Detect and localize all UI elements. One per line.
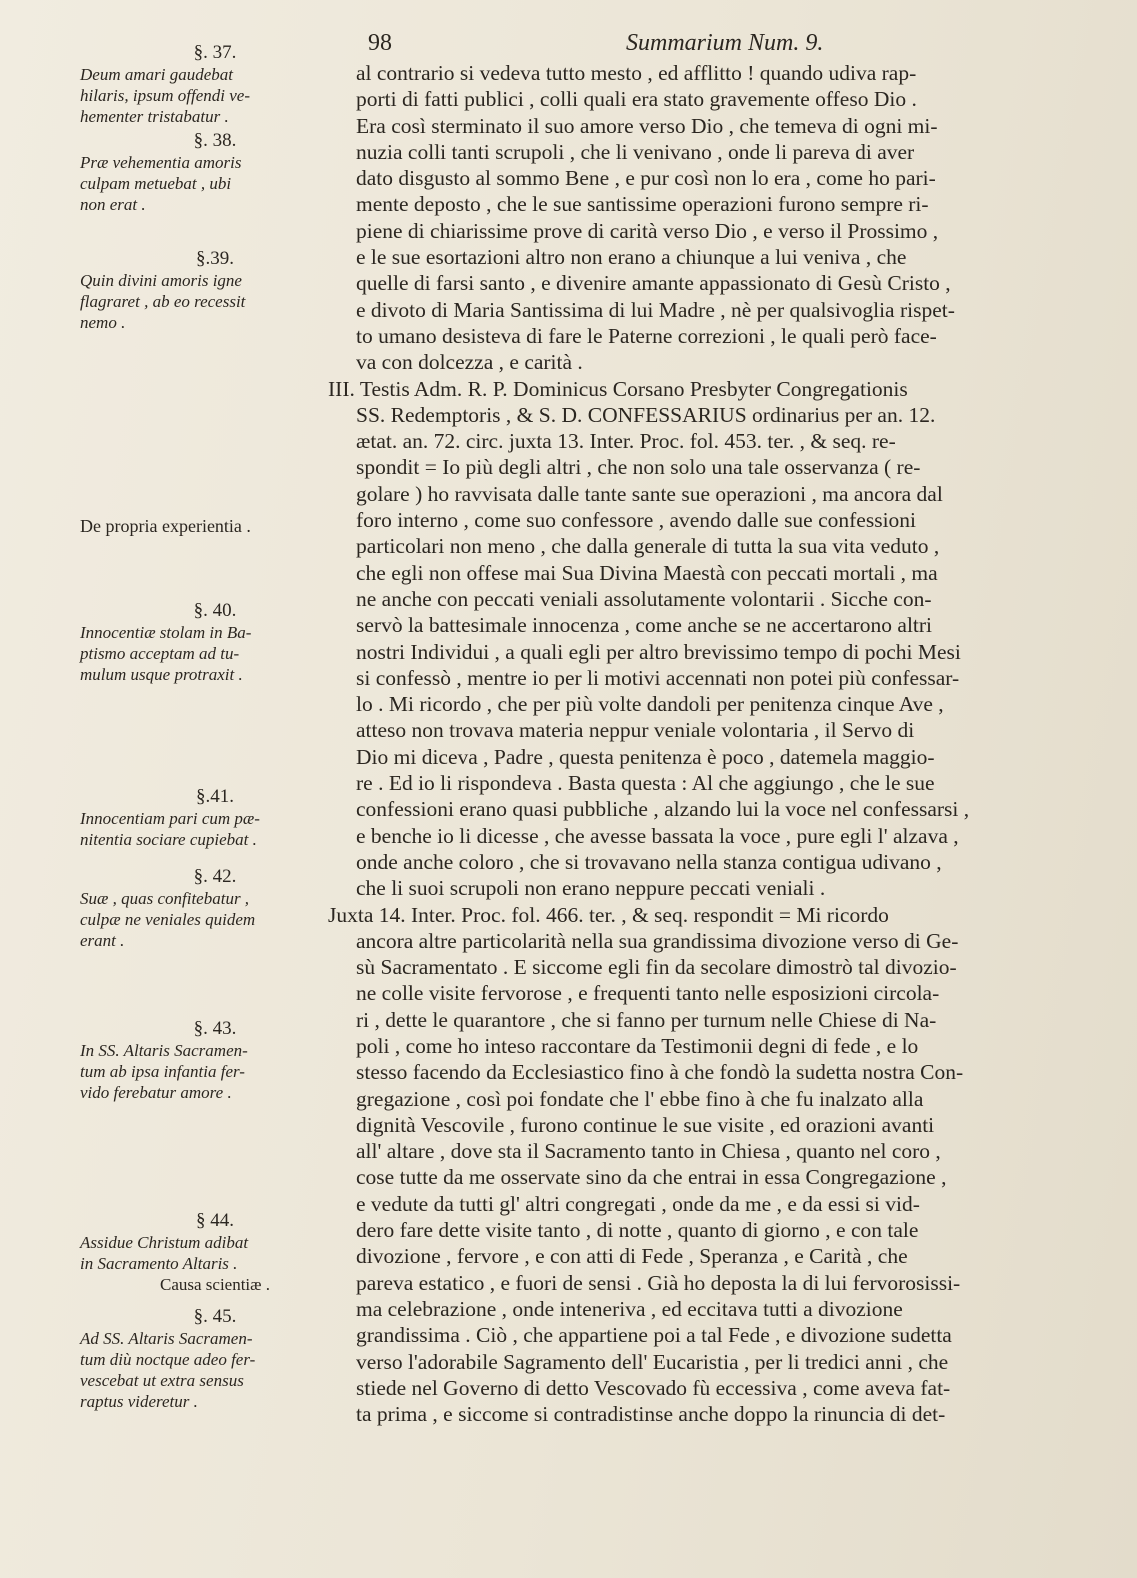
- text-line: va con dolcezza , e carità .: [356, 350, 583, 375]
- text-line: che li suoi scrupoli non erano neppure peccati veniali .: [356, 876, 826, 901]
- testis-heading: III. Testis Adm. R. P. Dominicus Corsano Presbyter Congregationis: [328, 376, 908, 401]
- text-line: verso l'adorabile Sagramento dell' Eucaristia , per li tredici anni , che: [356, 1349, 949, 1374]
- note-line: mulum usque protraxit .: [80, 665, 243, 684]
- note-line: vescebat ut extra sensus: [80, 1371, 244, 1390]
- text-line: stesso facendo da Ecclesiastico fino à che fondò la sudetta nostra Con-: [356, 1060, 964, 1085]
- text-line: dero fare dette visite tanto , di notte , quanto di giorno , e con tale: [356, 1218, 919, 1243]
- text-line: ri , dette le quarantore , che si fanno per turnum nelle Chiese di Na-: [356, 1007, 937, 1032]
- section-mark: § 44.: [196, 1210, 234, 1231]
- note-line: raptus videretur .: [80, 1392, 198, 1411]
- main-text: [328, 60, 1098, 1427]
- note-line: nitentia sociare cupiebat .: [80, 830, 257, 849]
- note-line: culpam metuebat , ubi: [80, 174, 232, 193]
- margin-note-39: [80, 248, 350, 333]
- text-line: e benche io li dicesse , che avesse bassata la voce , pure egli l' alzava ,: [356, 823, 959, 848]
- text-line: al contrario si vedeva tutto mesto , ed afflitto ! quando udiva rap-: [356, 61, 917, 85]
- section-mark: §. 45.: [193, 1306, 237, 1327]
- text-line: grandissima . Ciò , che appartiene poi a tal Fede , e divozione sudetta: [356, 1323, 952, 1348]
- text-line: foro interno , come suo confessore , avendo dalle sue confessioni: [356, 508, 917, 533]
- margin-note-40: [80, 600, 350, 685]
- note-line: erant .: [80, 931, 125, 950]
- margin-note-44: [80, 1210, 350, 1295]
- text-line: porti di fatti publici , colli quali era stato gravemente offeso Dio .: [356, 87, 917, 112]
- note-line: De propria experientia .: [80, 516, 251, 536]
- note-line: Causa scientiæ .: [159, 1275, 270, 1294]
- note-line: In SS. Altaris Sacramen-: [80, 1041, 248, 1060]
- text-line: mente deposto , che le sue santissime operazioni furono sempre ri-: [356, 192, 929, 217]
- margin-note-38: [80, 130, 350, 215]
- text-line: che egli non offese mai Sua Divina Maestà con peccati mortali , ma: [356, 560, 938, 585]
- text-line: poli , come ho inteso raccontare da Testimonii degni di fede , e lo: [356, 1033, 919, 1058]
- text-line: nostri Individui , a quali egli per altro brevissimo tempo di pochi Mesi: [356, 639, 961, 664]
- text-line: piene di chiarissime prove di carità verso Dio , e verso il Prossimo ,: [356, 218, 939, 243]
- margin-note-experience: [80, 516, 350, 537]
- text-line: gregazione , così poi fondate che l' ebbe fino à che fu inalzato alla: [356, 1086, 924, 1111]
- section-mark: §.41.: [196, 786, 234, 807]
- note-line: hementer tristabatur .: [80, 107, 229, 126]
- text-line: ætat. an. 72. circ. juxta 13. Inter. Proc. fol. 453. ter. , & seq. re-: [356, 429, 896, 454]
- text-line: SS. Redemptoris , & S. D. CONFESSARIUS ordinarius per an. 12.: [356, 402, 936, 427]
- note-line: vido ferebatur amore .: [80, 1083, 232, 1102]
- text-line: quelle di farsi santo , e divenire amante appassionato di Gesù Cristo ,: [356, 271, 951, 296]
- text-line: ne anche con peccati veniali assolutamente volontarii . Sicche con-: [356, 586, 932, 611]
- text-line: ta prima , e siccome si contradistinse anche doppo la rinuncia di det-: [356, 1402, 946, 1427]
- text-line: dato disgusto al sommo Bene , e pur così non lo era , come ho pari-: [356, 166, 936, 191]
- text-line: to umano desisteva di fare le Paterne correzioni , le quali però face-: [356, 323, 937, 348]
- text-line: all' altare , dove sta il Sacramento tanto in Chiesa , quanto nel coro ,: [356, 1139, 941, 1164]
- text-line: servò la battesimale innocenza , come anche se ne accertarono altri: [356, 613, 933, 638]
- section-mark: §. 43.: [193, 1018, 237, 1039]
- text-line: confessioni erano quasi pubbliche , alzando lui la voce nel confessarsi ,: [356, 797, 970, 822]
- page-header: [368, 30, 1088, 62]
- note-line: nemo .: [80, 313, 126, 332]
- text-line: e vedute da tutti gl' altri congregati , onde da me , e da essi si vid-: [356, 1191, 920, 1216]
- note-line: Ad SS. Altaris Sacramen-: [80, 1329, 253, 1348]
- page-number: 98: [368, 30, 392, 56]
- text-line: divozione , fervore , e con atti di Fede , Speranza , e Carità , che: [356, 1244, 908, 1269]
- note-line: in Sacramento Altaris .: [80, 1254, 238, 1273]
- margin-note-42: [80, 866, 350, 951]
- note-line: non erat .: [80, 195, 146, 214]
- note-line: hilaris, ipsum offendi ve-: [80, 86, 250, 105]
- text-line: atteso non trovava materia neppur veniale volontaria , il Servo di: [356, 718, 915, 743]
- section-mark: §. 37.: [193, 42, 237, 63]
- margin-note-45: [80, 1306, 350, 1412]
- text-line: e divoto di Maria Santissima di lui Madre , nè per qualsivoglia rispet-: [356, 297, 955, 322]
- note-line: Quin divini amoris igne: [80, 271, 242, 290]
- text-line: cose tutte da me osservate sino da che entrai in essa Congregazione ,: [356, 1165, 947, 1190]
- text-line: dignità Vescovile , furono continue le sue visite , ed orazioni avanti: [356, 1112, 935, 1137]
- note-line: Suæ , quas confitebatur ,: [80, 889, 250, 908]
- text-line: nuzia colli tanti scrupoli , che li venivano , onde li pareva di aver: [356, 139, 915, 164]
- note-line: Innocentiam pari cum pæ-: [80, 809, 260, 828]
- running-title: Summarium Num. 9.: [626, 30, 824, 56]
- note-line: ptismo acceptam ad tu-: [80, 644, 240, 663]
- note-line: Assidue Christum adibat: [80, 1233, 249, 1252]
- text-line: stiede nel Governo di detto Vescovado fù eccessiva , come aveva fat-: [356, 1375, 951, 1400]
- section-mark: §. 38.: [193, 130, 237, 151]
- text-line: spondit = Io più degli altri , che non solo una tale osservanza ( re-: [356, 455, 921, 480]
- margin-note-41: [80, 786, 350, 850]
- margin-note-43: [80, 1018, 350, 1103]
- note-line: Innocentiæ stolam in Ba-: [80, 623, 252, 642]
- note-line: tum ab ipsa infantia fer-: [80, 1062, 245, 1081]
- note-line: flagraret , ab eo recessit: [80, 292, 246, 311]
- note-line: Præ vehementia amoris: [80, 153, 242, 172]
- text-line: si confessò , mentre io per li motivi accennati non potei più confessar-: [356, 665, 960, 690]
- text-line: ma celebrazione , onde inteneriva , ed eccitava tutti a divozione: [356, 1296, 903, 1321]
- text-line: re . Ed io li rispondeva . Basta questa : Al che aggiungo , che le sue: [356, 771, 935, 796]
- text-line: pareva estatico , e fuori de sensi . Già ho deposta la di lui fervorosissi-: [356, 1270, 961, 1295]
- text-line: particolari non meno , che dalla generale di tutta la sua vita veduto ,: [356, 534, 940, 559]
- text-line: Dio mi diceva , Padre , questa penitenza è poco , datemela maggio-: [356, 744, 935, 769]
- margin-note-37: [80, 42, 350, 127]
- text-line: e le sue esortazioni altro non erano a chiunque a lui veniva , che: [356, 245, 907, 270]
- text-line: Era così sterminato il suo amore verso Dio , che temeva di ogni mi-: [356, 113, 938, 138]
- text-line: sù Sacramentato . E siccome egli fin da secolare dimostrò tal divozio-: [356, 955, 957, 980]
- section-mark: §.39.: [196, 248, 234, 269]
- text-line: ancora altre particolarità nella sua grandissima divozione verso di Ge-: [356, 928, 959, 953]
- juxta-heading: Juxta 14. Inter. Proc. fol. 466. ter. , & seq. respondit = Mi ricordo: [328, 902, 889, 927]
- section-mark: §. 42.: [193, 866, 237, 887]
- note-line: Deum amari gaudebat: [80, 65, 233, 84]
- section-mark: §. 40.: [193, 600, 237, 621]
- note-line: tum diù noctque adeo fer-: [80, 1350, 256, 1369]
- note-line: culpæ ne veniales quidem: [80, 910, 256, 929]
- text-line: ne colle visite fervorose , e frequenti tanto nelle esposizioni circola-: [356, 981, 940, 1006]
- text-line: golare ) ho ravvisata dalle tante sante sue operazioni , ma ancora dal: [356, 481, 943, 506]
- text-line: lo . Mi ricordo , che per più volte dandoli per penitenza cinque Ave ,: [356, 692, 944, 717]
- text-line: onde anche coloro , che si trovavano nella stanza contigua udivano ,: [356, 849, 942, 874]
